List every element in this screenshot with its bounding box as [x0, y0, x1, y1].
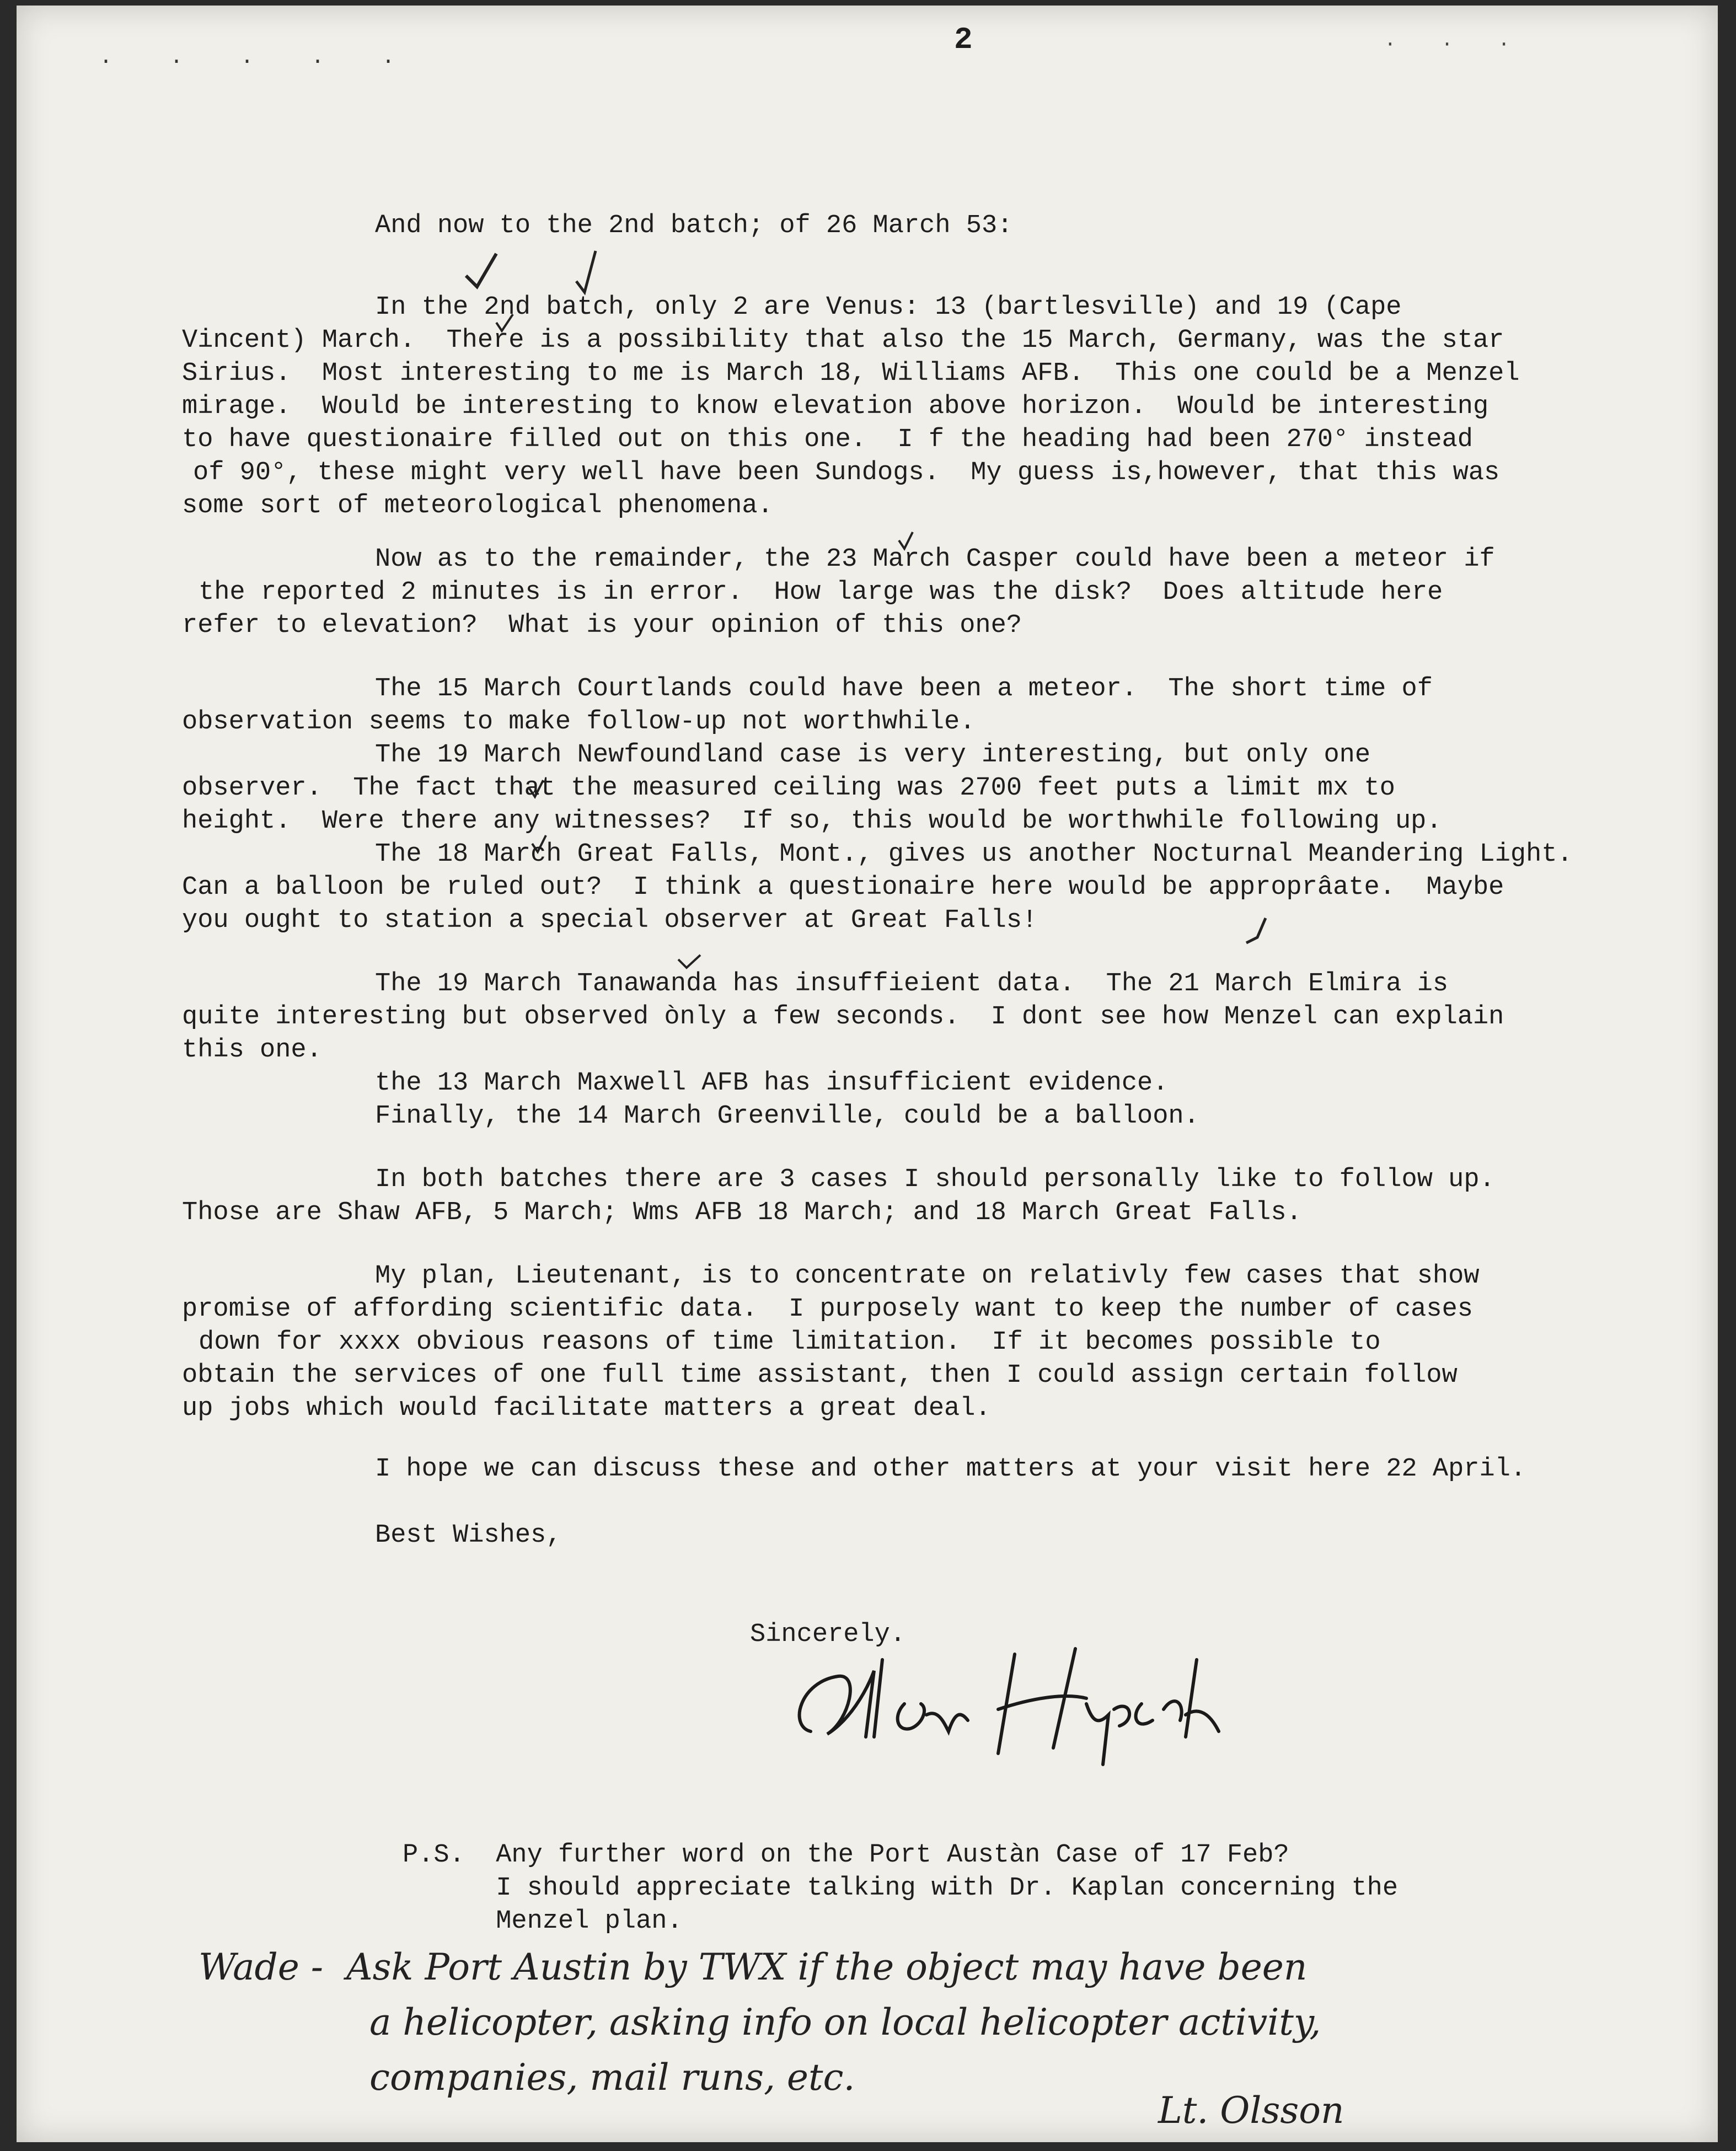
handwritten-line: companies, mail runs, etc. [369, 2056, 855, 2099]
check-mark-19 [576, 251, 596, 292]
text-line: observer. The fact that the measured ceiling was 2700 feet puts a limit mx to [182, 774, 1395, 803]
signature [778, 1638, 1274, 1770]
text-line: up jobs which would facilitate matters a great deal. [182, 1394, 991, 1423]
text-line: this one. [182, 1036, 322, 1065]
text-line: observation seems to make follow-up not worthwhile. [182, 707, 976, 737]
text-line: of 90°, these might very well have been Sundogs. My guess is,however, that this was [193, 458, 1500, 487]
closing: Sincerely. [750, 1620, 906, 1649]
text-line: quite interesting but observed ònly a few seconds. I dont see how Menzel can explain [182, 1002, 1504, 1032]
paragraph-7: I hope we can discuss these and other matters at your visit here 22 April. [375, 1455, 1526, 1484]
text-line: refer to elevation? What is your opinion of this one? [182, 611, 1022, 640]
page-number: 2 [954, 22, 973, 57]
text-line: obtain the services of one full time assistant, then I could assign certain follow [182, 1361, 1458, 1390]
section-heading: And now to the 2nd batch; of 26 March 53: [375, 211, 1013, 240]
letter-page [17, 6, 1718, 2142]
text-line: P.S. Any further word on the Port Austàn Case of 17 Feb? [403, 1841, 1289, 1870]
text-line: In both batches there are 3 cases I should personally like to follow up. [375, 1165, 1495, 1194]
handwritten-line: a helicopter, asking info on local helicopter activity, [369, 2001, 1321, 2043]
text-line: down for xxxx obvious reasons of time limitation. If it becomes possible to [199, 1328, 1381, 1357]
handwritten-initials: Lt. Olsson [1158, 2089, 1344, 2132]
handwritten-line: Wade - Ask Port Austin by TWX if the object may have been [199, 1946, 1308, 1988]
check-mark-21 [1246, 918, 1266, 943]
text-line: Can a balloon be ruled out? I think a questionaire here would be approprâate. Maybe [182, 873, 1504, 902]
text-line: height. Were there any witnesses? If so, this would be worthwhile following up. [182, 807, 1442, 836]
greeting: Best Wishes, [375, 1521, 562, 1550]
text-line: My plan, Lieutenant, is to concentrate on relativly few cases that show [375, 1262, 1480, 1291]
text-line: Now as to the remainder, the 23 March Casper could have been a meteor if [375, 545, 1495, 574]
text-line: The 19 March Tanawanda has insuffieient data. The 21 March Elmira is [375, 969, 1449, 999]
text-line: the 13 March Maxwell AFB has insufficient evidence. [375, 1069, 1169, 1098]
text-line: I should appreciate talking with Dr. Kaplan concerning the [403, 1874, 1399, 1903]
text-line: The 15 March Courtlands could have been a meteor. The short time of [375, 674, 1433, 704]
text-line: Menzel plan. [403, 1907, 683, 1936]
scan-specks-right: · · · [1384, 33, 1527, 56]
text-line: mirage. Would be interesting to know elevation above horizon. Would be interesting [182, 392, 1489, 421]
text-line: Sirius. Most interesting to me is March 18, Williams AFB. This one could be a Menzel [182, 359, 1520, 388]
text-line: The 19 March Newfoundland case is very interesting, but only one [375, 741, 1371, 770]
text-line: you ought to station a special observer at Great Falls! [182, 906, 1038, 935]
check-mark-13 [466, 254, 496, 287]
text-line: promise of affording scientific data. I purposely want to keep the number of cases [182, 1295, 1473, 1324]
text-line: Those are Shaw AFB, 5 March; Wms AFB 18 March; and 18 March Great Falls. [182, 1198, 1302, 1227]
text-line: Finally, the 14 March Greenville, could be a balloon. [375, 1102, 1199, 1131]
scan-specks: · · · · · [99, 50, 417, 74]
text-line: to have questionaire filled out on this one. I f the heading had been 270° instead [182, 425, 1473, 454]
text-line: some sort of meteorological phenomena. [182, 491, 773, 521]
text-line: the reported 2 minutes is in error. How large was the disk? Does altitude here [199, 578, 1443, 607]
text-line: The 18 March Great Falls, Mont., gives us another Nocturnal Meandering Light. [375, 840, 1573, 869]
check-mark-tanawanda [678, 955, 700, 968]
text-line: In the 2nd batch, only 2 are Venus: 13 (bartlesville) and 19 (Cape [375, 293, 1402, 322]
text-line: Vincent) March. There is a possibility that also the 15 March, Germany, was the star [182, 326, 1504, 355]
